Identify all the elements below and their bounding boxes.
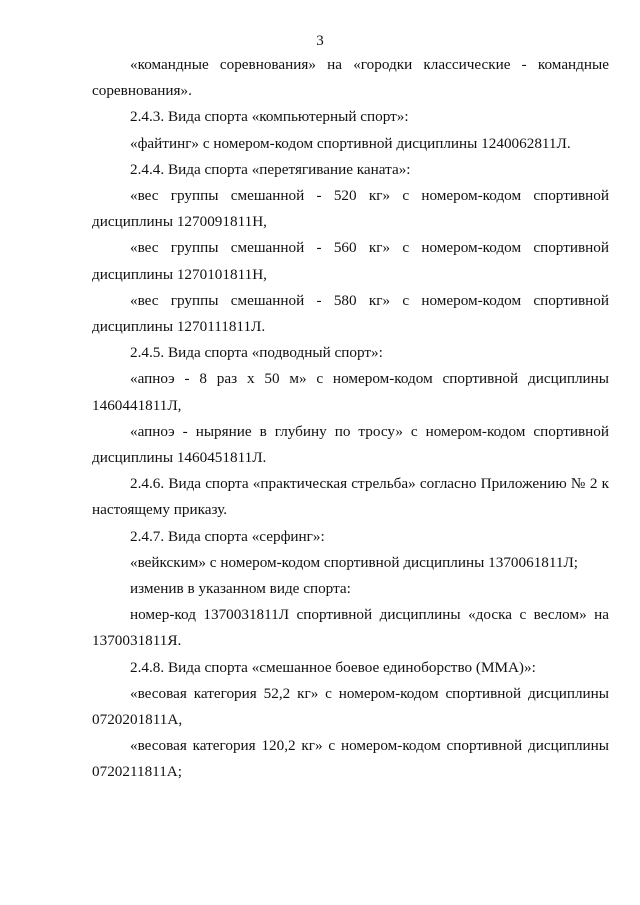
heading-2-4-7: 2.4.7. Вида спорта «серфинг»:: [130, 527, 325, 545]
list-item-tug-580: «вес группы смешанной - 580 кг» с номером-кодом спортивной дисциплины 1270111811Л.: [92, 291, 609, 336]
heading-2-4-3: 2.4.3. Вида спорта «компьютерный спорт»:: [130, 108, 409, 126]
list-item-paddle-board: номер-код 1370031811Л спортивной дисциплины «доска с веслом» на 1370031811Я.: [92, 606, 609, 650]
heading-2-4-6: 2.4.6. Вида спорта «практическая стрельба» согласно Приложению № 2 к настоящему приказу.: [92, 475, 609, 519]
list-item-apnea-depth: «апноэ - ныряние в глубину по тросу» с номером-кодом спортивной дисциплины 1460451811Л.: [92, 422, 609, 467]
document-body: [92, 52, 609, 786]
paragraph-team-competitions: «командные соревнования» на «городки классические - командные соревнования».: [92, 56, 609, 100]
heading-2-4-4: 2.4.4. Вида спорта «перетягивание каната»:: [130, 160, 411, 178]
page-number: 3: [316, 33, 324, 49]
list-item-fighting: «файтинг» с номером-кодом спортивной дисциплины 1240062811Л.: [130, 134, 571, 152]
heading-2-4-8: 2.4.8. Вида спорта «смешанное боевое единоборство (ММА)»:: [130, 658, 536, 676]
list-item-wakeskim: «вейкским» с номером-кодом спортивной дисциплины 1370061811Л;: [130, 553, 579, 571]
list-item-tug-520: «вес группы смешанной - 520 кг» с номером-кодом спортивной дисциплины 1270091811Н,: [92, 187, 609, 231]
heading-2-4-5: 2.4.5. Вида спорта «подводный спорт»:: [130, 344, 383, 362]
list-item-tug-560: «вес группы смешанной - 560 кг» с номером-кодом спортивной дисциплины 1270101811Н,: [92, 239, 609, 283]
list-item-weight-52-2: «весовая категория 52,2 кг» с номером-кодом спортивной дисциплины 0720201811А,: [92, 684, 609, 729]
list-item-changing: изменив в указанном виде спорта:: [130, 580, 351, 598]
list-item-apnea-8x50: «апноэ - 8 раз х 50 м» с номером-кодом спортивной дисциплины 1460441811Л,: [92, 370, 609, 414]
list-item-weight-120-2: «весовая категория 120,2 кг» с номером-кодом спортивной дисциплины 0720211811А;: [92, 737, 609, 781]
